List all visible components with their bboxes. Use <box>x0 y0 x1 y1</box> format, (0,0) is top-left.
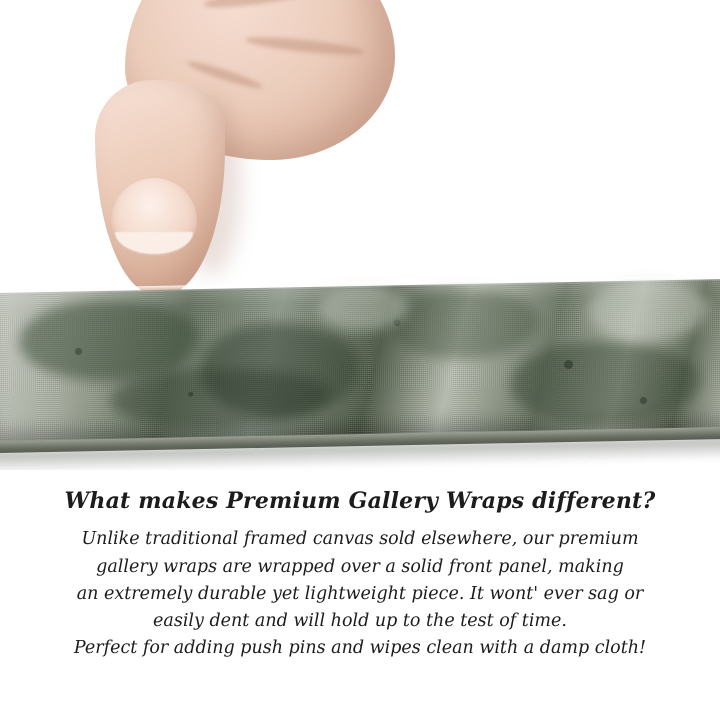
canvas-blotch <box>588 279 709 341</box>
canvas-blotch <box>388 288 539 361</box>
hand-photo <box>95 0 395 320</box>
caption-line: gallery wraps are wrapped over a solid front panel, making <box>96 556 624 577</box>
caption-headline: What makes Premium Gallery Wraps different? <box>64 488 656 514</box>
canvas-blotch <box>509 339 701 428</box>
knuckle-crease-icon <box>203 0 314 12</box>
knuckle-crease-icon <box>245 34 366 58</box>
canvas-blotch <box>19 299 201 382</box>
canvas-texture-surface <box>0 279 720 443</box>
caption-block <box>0 488 720 662</box>
canvas-edge-slab <box>0 279 720 470</box>
caption-line: Perfect for adding push pins and wipes clean with a damp cloth! <box>73 637 647 658</box>
caption-line: an extremely durable yet lightweight piece. It wont' ever sag or <box>76 583 644 604</box>
caption-line: easily dent and will hold up to the test of time. <box>153 610 567 631</box>
caption-line: Unlike traditional framed canvas sold elsewhere, our premium <box>81 529 639 550</box>
knuckle-crease-icon <box>185 58 264 92</box>
